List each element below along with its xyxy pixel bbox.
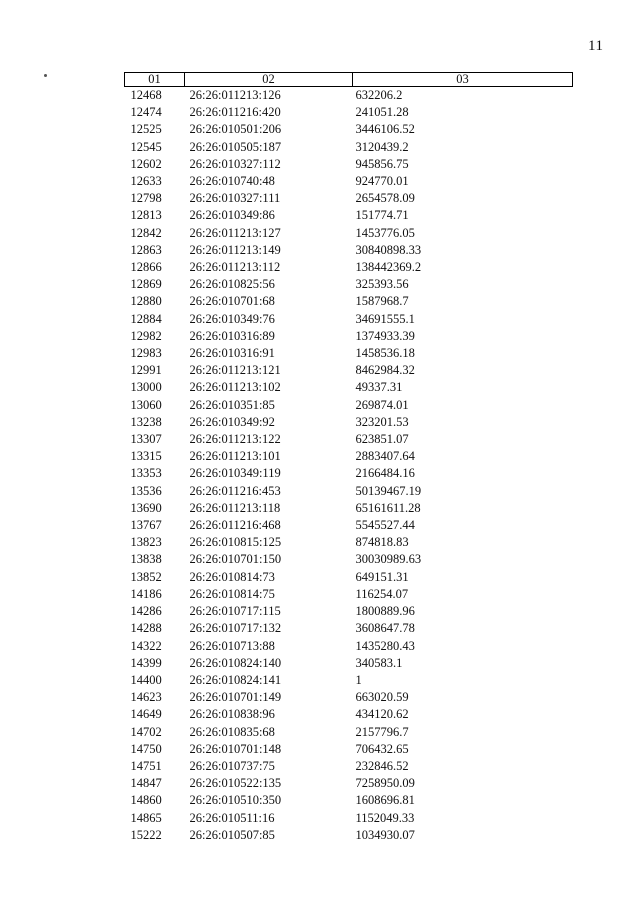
table-row <box>125 586 573 603</box>
cell-col-01: 12863 <box>130 242 162 257</box>
cell-col-02: 26:26:010701:149 <box>189 690 282 705</box>
table-row <box>125 517 573 534</box>
cell-col-02: 26:26:011213:149 <box>189 242 281 257</box>
cell-col-02: 26:26:011213:127 <box>189 225 281 240</box>
table-row <box>125 379 573 396</box>
table-row <box>125 121 573 138</box>
cell-col-03: 2157796.7 <box>355 724 409 739</box>
cell-col-03: 3446106.52 <box>355 122 415 137</box>
cell-col-03: 1374933.39 <box>355 328 415 343</box>
cell-col-01: 13307 <box>130 432 162 447</box>
cell-col-01: 14865 <box>130 810 162 825</box>
cell-col-01: 13838 <box>130 552 162 567</box>
cell-col-02: 26:26:010737:75 <box>189 758 275 773</box>
cell-col-02: 26:26:010814:75 <box>189 586 275 601</box>
cell-col-03: 1152049.33 <box>355 810 415 825</box>
cell-col-02: 26:26:010825:56 <box>189 277 275 292</box>
cell-col-01: 13000 <box>130 380 162 395</box>
cell-col-01: 13315 <box>130 449 162 464</box>
cell-col-01: 13767 <box>130 518 162 533</box>
table-row <box>125 465 573 482</box>
cell-col-01: 13060 <box>130 397 162 412</box>
cell-col-02: 26:26:010349:92 <box>189 414 275 429</box>
cell-col-02: 26:26:010701:150 <box>189 552 282 567</box>
table-row <box>125 190 573 207</box>
table-row <box>125 156 573 173</box>
table-row <box>125 569 573 586</box>
cell-col-01: 14750 <box>130 741 162 756</box>
cell-col-01: 12633 <box>130 174 162 189</box>
cell-col-03: 706432.65 <box>355 741 409 756</box>
cell-col-02: 26:26:010351:85 <box>189 397 275 412</box>
cell-col-01: 14322 <box>130 638 162 653</box>
cell-col-01: 14860 <box>130 793 162 808</box>
cell-col-02: 26:26:010522:135 <box>189 776 282 791</box>
cell-col-03: 116254.07 <box>355 586 409 601</box>
cell-col-02: 26:26:010814:73 <box>189 569 275 584</box>
cell-col-01: 12991 <box>130 363 162 378</box>
table-body <box>125 87 573 844</box>
cell-col-01: 13536 <box>130 483 162 498</box>
cell-col-03: 1034930.07 <box>355 827 415 842</box>
cell-col-01: 12525 <box>130 122 162 137</box>
header-row <box>125 73 573 87</box>
cell-col-01: 14400 <box>130 672 162 687</box>
header-col-02: 02 <box>185 73 353 87</box>
cell-col-02: 26:26:010327:111 <box>189 191 281 206</box>
cell-col-03: 49337.31 <box>355 380 403 395</box>
cell-col-01: 12869 <box>130 277 162 292</box>
table-row <box>125 328 573 345</box>
cell-col-03: 434120.62 <box>355 707 409 722</box>
cell-col-03: 623851.07 <box>355 432 409 447</box>
table-row <box>125 603 573 620</box>
cell-col-01: 14751 <box>130 758 162 773</box>
cell-col-03: 340583.1 <box>355 655 403 670</box>
cell-col-01: 12468 <box>130 88 162 102</box>
cell-col-02: 26:26:010815:125 <box>189 535 282 550</box>
table-row <box>125 620 573 637</box>
cell-col-01: 14288 <box>130 621 162 636</box>
cell-col-02: 26:26:010824:141 <box>189 672 282 687</box>
cell-col-03: 632206.2 <box>355 88 403 102</box>
table-row <box>125 448 573 465</box>
table-row <box>125 534 573 551</box>
data-table <box>124 72 573 844</box>
table-row <box>125 431 573 448</box>
table-row <box>125 139 573 156</box>
cell-col-01: 14186 <box>130 586 162 601</box>
cell-col-02: 26:26:010701:68 <box>189 294 275 309</box>
cell-col-01: 14847 <box>130 776 162 791</box>
cell-col-02: 26:26:010835:68 <box>189 724 275 739</box>
cell-col-01: 12798 <box>130 191 162 206</box>
cell-col-02: 26:26:011213:121 <box>189 363 281 378</box>
cell-col-01: 12982 <box>130 328 162 343</box>
cell-col-02: 26:26:011216:453 <box>189 483 281 498</box>
table-row <box>125 225 573 242</box>
table-row <box>125 397 573 414</box>
cell-col-02: 26:26:011213:118 <box>189 500 281 515</box>
cell-col-02: 26:26:010316:91 <box>189 346 275 361</box>
cell-col-02: 26:26:011213:126 <box>189 88 281 102</box>
table-row <box>125 207 573 224</box>
cell-col-02: 26:26:010838:96 <box>189 707 275 722</box>
table-row <box>125 706 573 723</box>
cell-col-02: 26:26:010717:132 <box>189 621 282 636</box>
cell-col-02: 26:26:010507:85 <box>189 827 275 842</box>
cell-col-03: 232846.52 <box>355 758 409 773</box>
cell-col-02: 26:26:010740:48 <box>189 174 275 189</box>
cell-col-02: 26:26:011216:468 <box>189 518 281 533</box>
cell-col-01: 14702 <box>130 724 162 739</box>
table-header <box>125 73 573 87</box>
cell-col-01: 12884 <box>130 311 162 326</box>
cell-col-01: 15222 <box>130 827 162 842</box>
scan-mark <box>44 74 47 77</box>
table-row <box>125 87 573 105</box>
cell-col-02: 26:26:010713:88 <box>189 638 275 653</box>
cell-col-03: 1453776.05 <box>355 225 415 240</box>
cell-col-03: 65161611.28 <box>355 500 421 515</box>
cell-col-01: 14286 <box>130 604 162 619</box>
table-row <box>125 741 573 758</box>
cell-col-03: 2654578.09 <box>355 191 415 206</box>
cell-col-03: 30030989.63 <box>355 552 422 567</box>
table-row <box>125 242 573 259</box>
cell-col-03: 1 <box>355 672 362 687</box>
cell-col-01: 14623 <box>130 690 162 705</box>
cell-col-02: 26:26:010349:119 <box>189 466 281 481</box>
table-row <box>125 775 573 792</box>
cell-col-01: 14649 <box>130 707 162 722</box>
table-row <box>125 638 573 655</box>
cell-col-03: 151774.71 <box>355 208 409 223</box>
cell-col-03: 1800889.96 <box>355 604 415 619</box>
cell-col-01: 12545 <box>130 139 162 154</box>
table-row <box>125 276 573 293</box>
cell-col-01: 13852 <box>130 569 162 584</box>
cell-col-01: 12474 <box>130 105 162 120</box>
cell-col-01: 12813 <box>130 208 162 223</box>
cell-col-02: 26:26:010316:89 <box>189 328 275 343</box>
cell-col-02: 26:26:010701:148 <box>189 741 282 756</box>
table-row <box>125 104 573 121</box>
cell-col-01: 13823 <box>130 535 162 550</box>
table-row <box>125 758 573 775</box>
cell-col-02: 26:26:010510:350 <box>189 793 282 808</box>
table-row <box>125 345 573 362</box>
cell-col-03: 138442369.2 <box>355 260 422 275</box>
table-row <box>125 173 573 190</box>
cell-col-03: 649151.31 <box>355 569 409 584</box>
table-row <box>125 810 573 827</box>
cell-col-03: 874818.83 <box>355 535 409 550</box>
cell-col-03: 1435280.43 <box>355 638 415 653</box>
cell-col-02: 26:26:011213:112 <box>189 260 281 275</box>
cell-col-01: 13353 <box>130 466 162 481</box>
table-row <box>125 259 573 276</box>
cell-col-03: 50139467.19 <box>355 483 422 498</box>
data-table-container <box>124 72 572 844</box>
table-row <box>125 500 573 517</box>
cell-col-01: 12602 <box>130 156 162 171</box>
cell-col-01: 12842 <box>130 225 162 240</box>
cell-col-03: 5545527.44 <box>355 518 415 533</box>
cell-col-03: 1458536.18 <box>355 346 415 361</box>
cell-col-03: 2166484.16 <box>355 466 415 481</box>
cell-col-02: 26:26:011216:420 <box>189 105 281 120</box>
cell-col-03: 924770.01 <box>355 174 409 189</box>
cell-col-01: 12880 <box>130 294 162 309</box>
cell-col-02: 26:26:010349:86 <box>189 208 275 223</box>
cell-col-03: 2883407.64 <box>355 449 415 464</box>
table-row <box>125 655 573 672</box>
table-row <box>125 689 573 706</box>
cell-col-03: 3608647.78 <box>355 621 415 636</box>
cell-col-03: 34691555.1 <box>355 311 415 326</box>
header-col-01: 01 <box>125 73 185 87</box>
page-number: 11 <box>588 38 604 54</box>
cell-col-02: 26:26:011213:101 <box>189 449 281 464</box>
cell-col-03: 323201.53 <box>355 414 409 429</box>
cell-col-02: 26:26:010327:112 <box>189 156 281 171</box>
table-row <box>125 362 573 379</box>
cell-col-03: 30840898.33 <box>355 242 422 257</box>
cell-col-01: 12866 <box>130 260 162 275</box>
cell-col-03: 1587968.7 <box>355 294 409 309</box>
table-row <box>125 551 573 568</box>
table-row <box>125 827 573 844</box>
table-row <box>125 414 573 431</box>
cell-col-02: 26:26:011213:122 <box>189 432 281 447</box>
cell-col-03: 945856.75 <box>355 156 409 171</box>
cell-col-03: 7258950.09 <box>355 776 415 791</box>
header-col-03: 03 <box>353 73 573 87</box>
cell-col-03: 241051.28 <box>355 105 409 120</box>
cell-col-02: 26:26:010505:187 <box>189 139 282 154</box>
table-row <box>125 293 573 310</box>
cell-col-02: 26:26:011213:102 <box>189 380 281 395</box>
table-row <box>125 483 573 500</box>
table-row <box>125 724 573 741</box>
cell-col-02: 26:26:010824:140 <box>189 655 282 670</box>
table-row <box>125 672 573 689</box>
cell-col-01: 14399 <box>130 655 162 670</box>
cell-col-01: 13690 <box>130 500 162 515</box>
cell-col-02: 26:26:010511:16 <box>189 810 275 825</box>
cell-col-03: 269874.01 <box>355 397 409 412</box>
cell-col-02: 26:26:010349:76 <box>189 311 275 326</box>
table-row <box>125 792 573 809</box>
cell-col-01: 12983 <box>130 346 162 361</box>
cell-col-03: 8462984.32 <box>355 363 415 378</box>
table-row <box>125 311 573 328</box>
cell-col-02: 26:26:010501:206 <box>189 122 282 137</box>
cell-col-03: 663020.59 <box>355 690 409 705</box>
cell-col-03: 3120439.2 <box>355 139 409 154</box>
cell-col-03: 325393.56 <box>355 277 409 292</box>
cell-col-03: 1608696.81 <box>355 793 415 808</box>
cell-col-01: 13238 <box>130 414 162 429</box>
cell-col-02: 26:26:010717:115 <box>189 604 281 619</box>
